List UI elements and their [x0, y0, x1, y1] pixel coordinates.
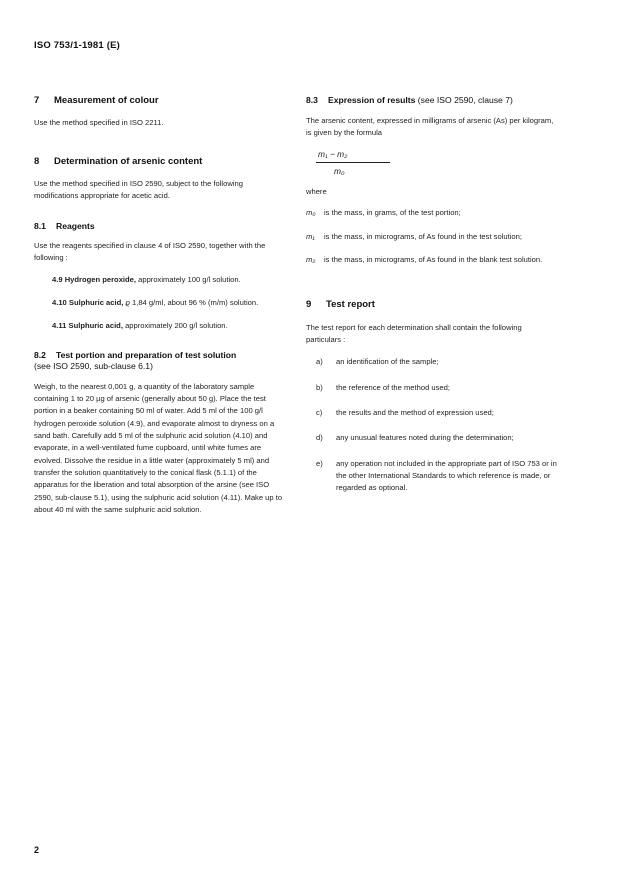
list-item-text: the results and the method of expression used;: [336, 407, 494, 417]
section-title-9: Test report: [326, 299, 375, 311]
formula-denominator: m₀: [334, 166, 345, 177]
reagent-name: Sulphuric acid,: [68, 298, 124, 308]
symbol-definition: [306, 207, 558, 219]
symbol-definitions: [306, 207, 558, 266]
right-column: [306, 95, 558, 507]
list-item-label: e): [316, 458, 323, 468]
reagent-item: [34, 274, 286, 286]
list-item-text: any unusual features noted during the determination;: [336, 433, 514, 443]
left-column: [34, 95, 286, 528]
reagent-item: [34, 297, 286, 309]
section-title-8-3: Expression of results: [328, 95, 416, 105]
section-heading-8-3: [306, 95, 558, 107]
section-number-8-2: 8.2: [34, 349, 46, 360]
symbol-text: is the mass, in micrograms, of As found in the blank test solution.: [324, 255, 543, 265]
section-number-8: 8: [34, 155, 40, 167]
reagent-item: [34, 320, 286, 332]
symbol: m₁: [306, 231, 315, 241]
section-8-3-subtitle: (see ISO 2590, clause 7): [417, 95, 513, 105]
list-item-text: the reference of the method used;: [336, 382, 450, 392]
section-title-8-1: Reagents: [56, 220, 95, 231]
list-item: [306, 356, 558, 368]
section-heading-8-1: [34, 221, 286, 233]
section-8-body: Use the method specified in ISO 2590, subject to the following modifications appropriate for acetic acid.: [34, 178, 243, 201]
list-item-label: c): [316, 407, 323, 417]
list-item-text: an identification of the sample;: [336, 357, 439, 367]
list-item: [306, 458, 558, 495]
particulars-list: [306, 356, 558, 494]
section-title-7: Measurement of colour: [54, 95, 159, 106]
section-number-8-3: 8.3: [306, 95, 318, 105]
symbol: m₀: [306, 208, 316, 218]
symbol-text: is the mass, in grams, of the test portion;: [324, 208, 461, 218]
section-number-8-1: 8.1: [34, 220, 46, 231]
list-item: [306, 382, 558, 394]
reagent-number: 4.9: [52, 274, 63, 284]
section-number-9: 9: [306, 299, 312, 311]
section-heading-8-2: [34, 350, 286, 373]
reagent-description: approximately 100 g/l solution.: [138, 274, 241, 284]
reagent-description: approximately 200 g/l solution.: [125, 321, 228, 331]
section-8-1-body: Use the reagents specified in clause 4 of ISO 2590, together with the following :: [34, 241, 266, 263]
section-title-8-2: Test portion and preparation of test solution: [56, 349, 237, 360]
symbol: m₂: [306, 255, 316, 265]
symbol-definition: [306, 231, 558, 243]
section-heading-9: [306, 299, 558, 311]
page-number: 2: [34, 845, 40, 855]
where-label: where: [306, 187, 327, 197]
list-item-text: any operation not included in the appropriate part of ISO 753 or in the other International Standards to which reference is made, or regarded as optional.: [336, 458, 557, 493]
formula-numerator: m₁ − m₂: [316, 149, 390, 163]
section-8-2-subtitle: (see ISO 2590, sub-clause 6.1): [34, 361, 153, 372]
list-item-label: b): [316, 382, 323, 392]
reagent-name: Hydrogen peroxide,: [64, 274, 136, 284]
reagent-name: Sulphuric acid,: [68, 321, 123, 331]
section-heading-8: [34, 156, 286, 168]
reagent-description: 1,84 g/ml, about 96 % (m/m) solution.: [132, 298, 259, 308]
list-item-label: d): [316, 433, 323, 443]
reagent-density-symbol: ϱ: [125, 298, 130, 308]
section-number-7: 7: [34, 95, 40, 106]
symbol-text: is the mass, in micrograms, of As found in the test solution;: [324, 231, 522, 241]
reagent-number: 4.10: [52, 298, 67, 308]
section-title-8: Determination of arsenic content: [54, 155, 203, 167]
section-7-body: Use the method specified in ISO 2211.: [34, 118, 164, 128]
document-header: ISO 753/1-1981 (E): [34, 40, 120, 51]
list-item-label: a): [316, 357, 323, 367]
section-heading-7: [34, 95, 286, 107]
symbol-definition: [306, 254, 558, 266]
section-8-2-body: Weigh, to the nearest 0,001 g, a quantity of the laboratory sample containing 1 to 20 µg of arsenic (generally about 50 g). Place the test portion in a beaker containing 50 ml of water. Add 5 ml of the 100 g/l hydrogen peroxide solution (4.9), and evaporate almost to dryness on a sand bath. Carefully add 5 ml of the sulphuric acid solution (4.10) and evaporate, in a well-ventilated fume cupboard, until white fumes are evolved. Dissolve the residue in a little water (approximately 5 ml) and transfer the solution quantitatively to the conical flask (5.1.1) of the apparatus for the liberation and total absorption of the arsine (see ISO 2590, sub-clause 5.1), using the sulphuric acid solution (4.11). Make up to about 40 ml with the same sulphuric acid solution.: [34, 381, 283, 514]
reagent-number: 4.11: [52, 321, 67, 331]
section-8-3-body: The arsenic content, expressed in milligrams of arsenic (As) per kilogram, is given by the formula: [306, 115, 554, 137]
list-item: [306, 407, 558, 419]
list-item: [306, 432, 558, 444]
section-9-body: The test report for each determination shall contain the following particulars :: [306, 322, 522, 345]
formula-arsenic-content: [316, 149, 390, 176]
